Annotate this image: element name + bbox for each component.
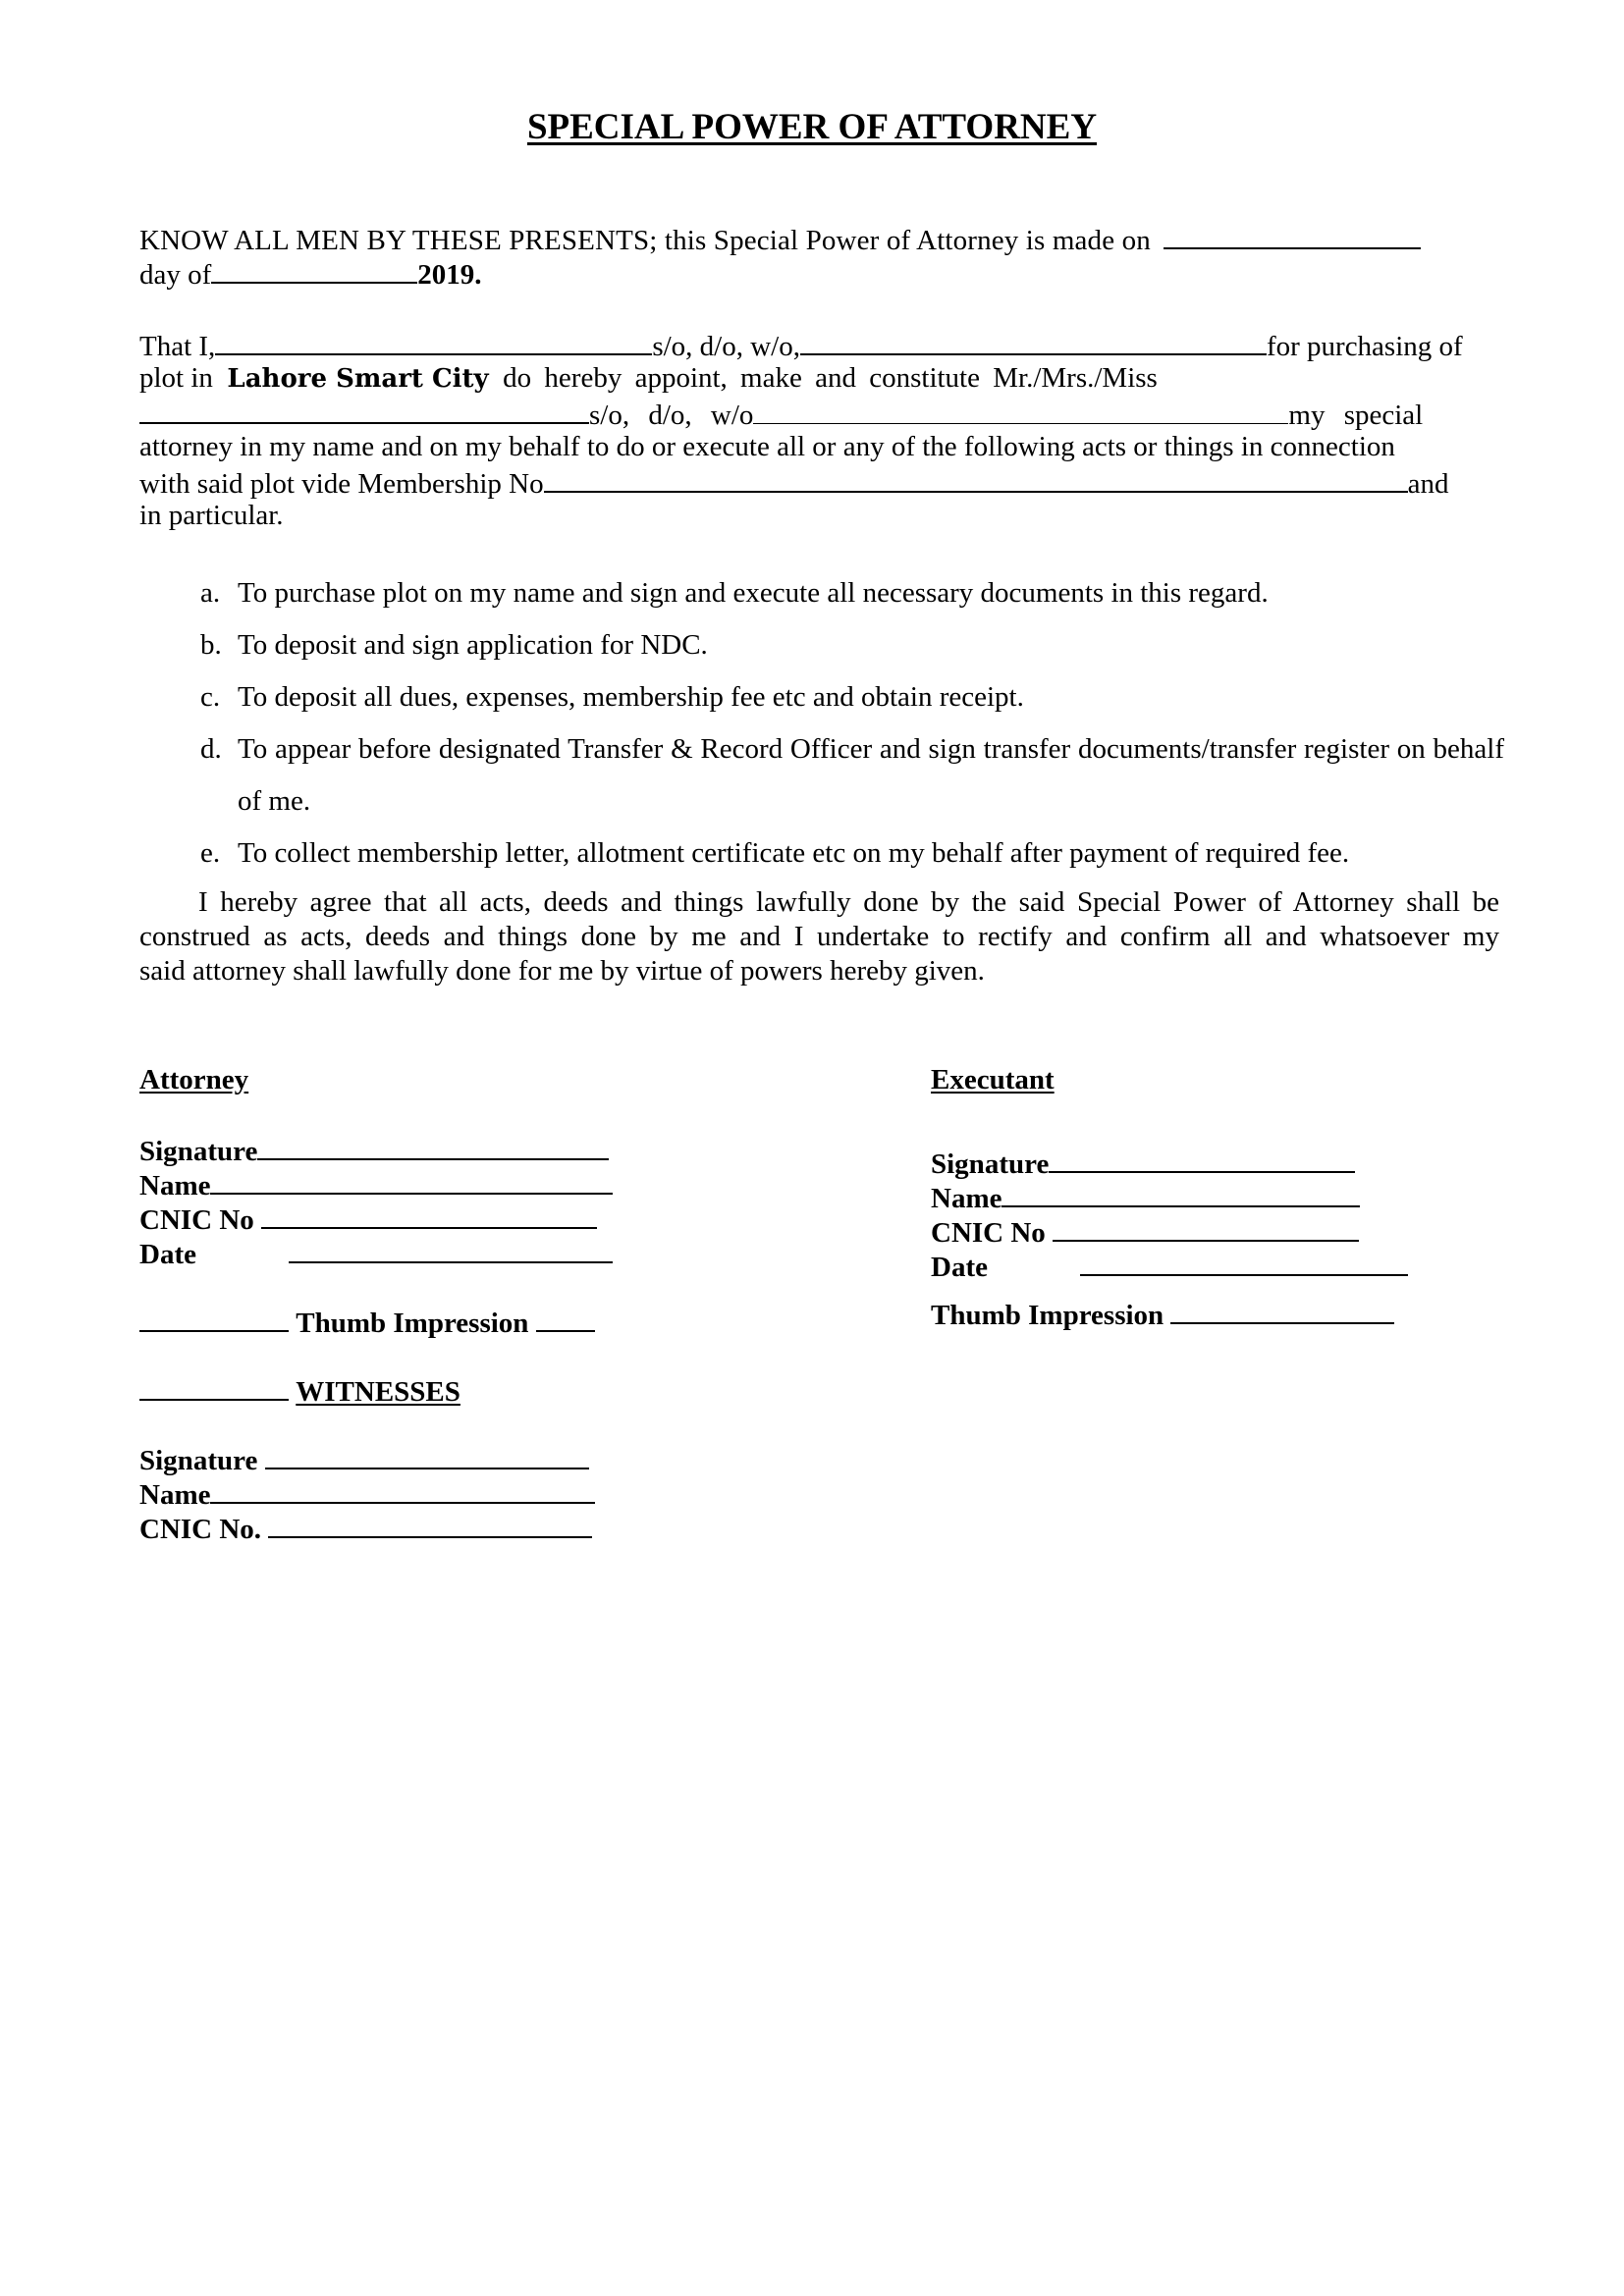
that-i-label: That I,: [139, 331, 216, 362]
witness-name-row: [139, 1475, 613, 1510]
executant-thumb-field[interactable]: [1170, 1296, 1394, 1324]
principal-name-field[interactable]: [215, 327, 652, 355]
attorney-powers-text: attorney in my name and on my behalf to do or execute all or any of the following acts or things in connection: [139, 431, 1395, 462]
agreement-text-2: construed as acts, deeds and things done by me and I undertake to rectify and confirm all and whatsoever my: [139, 921, 1499, 952]
agreement-line-3: [139, 954, 1499, 988]
list-item: [139, 619, 1504, 671]
appoint-line-2: [139, 361, 1494, 396]
intro-line-2: [139, 255, 1494, 290]
intro-paragraph: [139, 221, 1494, 290]
list-item-text: To deposit and sign application for NDC.: [238, 629, 708, 661]
witness-signature-field[interactable]: [265, 1441, 589, 1469]
executant-signature-row: [931, 1145, 1408, 1179]
thumb-impression-label: Thumb Impression: [931, 1300, 1164, 1331]
appoint-line-3: [139, 396, 1494, 430]
list-marker: a.: [200, 577, 221, 609]
powers-list: [139, 567, 1504, 880]
name-label: Name: [139, 1170, 211, 1201]
attorney-name-row: [139, 1166, 613, 1201]
principal-parent-field[interactable]: [800, 327, 1267, 355]
date-label: Date: [139, 1239, 196, 1270]
attorney-name-input[interactable]: [210, 1166, 613, 1195]
executant-block: [931, 1063, 1408, 1330]
attorney-thumb-row: [139, 1304, 613, 1338]
date-day-field[interactable]: [1164, 221, 1421, 249]
agreement-text-1: I hereby agree that all acts, deeds and things lawfully done by the said Special Power of Attorney shall be: [198, 886, 1499, 918]
month-field[interactable]: [211, 255, 417, 284]
list-marker: d.: [200, 733, 222, 765]
date-label: Date: [931, 1252, 988, 1283]
cnic-label: CNIC No: [139, 1204, 254, 1236]
agreement-line-1: [139, 885, 1499, 920]
name-label: Name: [931, 1183, 1002, 1214]
attorney-signature-field[interactable]: [257, 1132, 609, 1160]
attorney-heading: Attorney: [139, 1064, 249, 1095]
appoint-line-4: [139, 430, 1494, 464]
agreement-line-2: [139, 920, 1499, 954]
list-item-text: To deposit all dues, expenses, membership fee etc and obtain receipt.: [238, 681, 1024, 713]
intro-text: KNOW ALL MEN BY THESE PRESENTS; this Special Power of Attorney is made on: [139, 225, 1151, 256]
and-label: and: [1407, 468, 1449, 500]
signature-label: Signature: [139, 1445, 258, 1476]
attorney-date-field[interactable]: [289, 1235, 613, 1263]
relation-label-1: s/o, d/o, w/o,: [652, 331, 800, 362]
attorney-cnic-field[interactable]: [261, 1201, 597, 1229]
list-item-text: To purchase plot on my name and sign and execute all necessary documents in this regard.: [238, 577, 1269, 609]
witnesses-heading: WITNESSES: [296, 1376, 460, 1408]
witness-name-field[interactable]: [210, 1475, 595, 1504]
attorney-block: [139, 1063, 613, 1544]
agreement-paragraph: [139, 885, 1499, 988]
attorney-date-row: [139, 1235, 613, 1269]
city-name: Lahore Smart City: [227, 364, 489, 394]
executant-cnic-row: [931, 1213, 1408, 1248]
executant-date-field[interactable]: [1080, 1248, 1408, 1276]
list-item: [139, 828, 1504, 880]
list-marker: e.: [200, 837, 221, 869]
attorney-signature-row: [139, 1132, 613, 1166]
plot-in-label: plot in: [139, 362, 213, 394]
document-title: SPECIAL POWER OF ATTORNEY: [526, 107, 1098, 147]
list-item-text: To collect membership letter, allotment certificate etc on my behalf after payment of required fee.: [238, 837, 1350, 869]
appoint-line-1: [139, 327, 1494, 361]
signature-label: Signature: [931, 1148, 1050, 1180]
thumb-left-line[interactable]: [139, 1304, 289, 1332]
in-particular-label: in particular.: [139, 500, 284, 531]
signature-label: Signature: [139, 1136, 258, 1167]
executant-signature-field[interactable]: [1049, 1145, 1355, 1173]
executant-name-field[interactable]: [1001, 1179, 1360, 1207]
witnesses-left-line[interactable]: [139, 1372, 289, 1401]
appoint-line-5: [139, 464, 1494, 499]
attorney-name-field[interactable]: [139, 396, 589, 424]
agreement-text-3: said attorney shall lawfully done for me by virtue of powers hereby given.: [139, 955, 985, 987]
list-marker: c.: [200, 681, 221, 713]
executant-heading: Executant: [931, 1064, 1055, 1095]
list-item: [139, 671, 1504, 723]
attorney-parent-field[interactable]: [753, 397, 1288, 424]
list-item: [139, 567, 1504, 619]
purpose-label: for purchasing of: [1266, 331, 1463, 362]
list-item: [139, 723, 1504, 828]
cnic-label: CNIC No.: [139, 1514, 262, 1545]
appoint-text: do hereby appoint, make and constitute Mr./Mrs./Miss: [503, 362, 1158, 394]
executant-date-row: [931, 1248, 1408, 1282]
attorney-cnic-row: [139, 1201, 613, 1235]
appointment-paragraph: [139, 327, 1494, 533]
witness-cnic-row: [139, 1510, 613, 1544]
list-item-text: To appear before designated Transfer & Record Officer and sign transfer documents/transfer register on behalf of me.: [238, 733, 1504, 817]
thumb-impression-label: Thumb Impression: [296, 1308, 529, 1339]
witness-signature-row: [139, 1441, 613, 1475]
membership-label: with said plot vide Membership No: [139, 468, 544, 500]
executant-cnic-field[interactable]: [1053, 1213, 1359, 1242]
witness-cnic-field[interactable]: [268, 1510, 592, 1538]
executant-name-row: [931, 1179, 1408, 1213]
cnic-label: CNIC No: [931, 1217, 1046, 1249]
my-special-label: my special: [1288, 400, 1424, 431]
year-label: 2019.: [417, 259, 482, 291]
list-marker: b.: [200, 629, 222, 661]
witnesses-heading-row: [139, 1372, 613, 1407]
membership-no-field[interactable]: [544, 464, 1408, 493]
day-of-label: day of: [139, 259, 212, 291]
relation-label-2: s/o, d/o, w/o: [589, 400, 754, 431]
thumb-right-line[interactable]: [536, 1304, 595, 1332]
appoint-line-6: [139, 499, 1494, 533]
intro-line-1: [139, 221, 1494, 255]
name-label: Name: [139, 1479, 211, 1511]
executant-thumb-row: [931, 1296, 1408, 1330]
